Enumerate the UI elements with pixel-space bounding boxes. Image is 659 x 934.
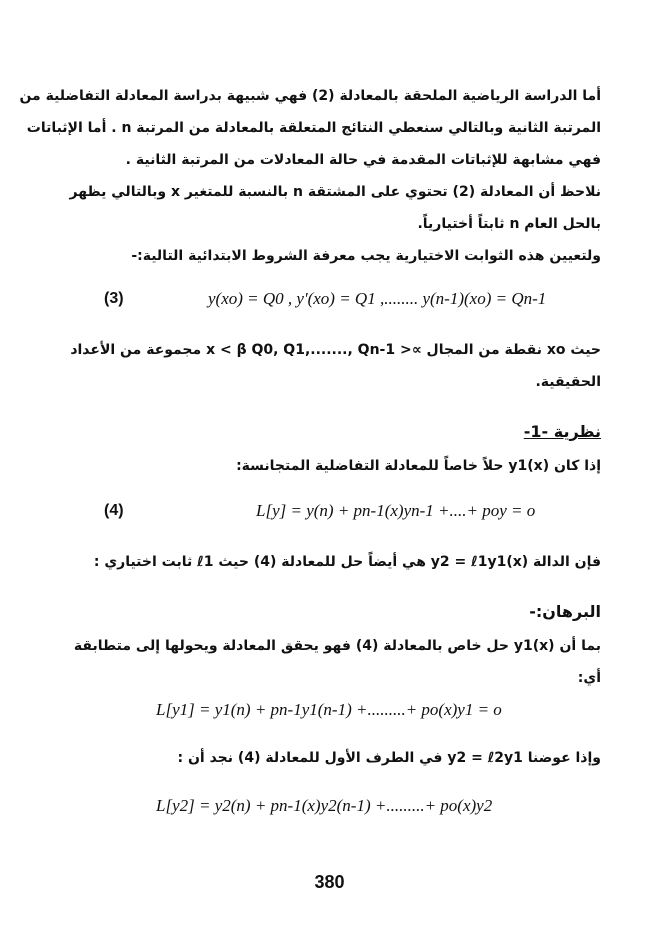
paragraph-2-line-1: نلاحظ أن المعادلة (2) تحتوي على المشتقة n بالنسبة للمتغير x وبالتالي يظهر (69, 184, 601, 200)
proof-line-1: بما أن y1(x) حل خاص بالمعادلة (4) فهو يحقق المعادلة ويحولها إلى متطابقة (73, 638, 601, 654)
proof-line-3: وإذا عوضنا y2 = ℓ2y1 في الطرف الأول للمعادلة (4) نجد أن : (177, 750, 601, 766)
equation-3: y(xo) = Q0 , y'(xo) = Q1 ,........ y(n-1)(xo) = Qn-1 (208, 289, 547, 308)
paragraph-2-line-2: بالحل العام n ثابتاً أختيارياً. (417, 216, 601, 232)
page-number: 380 (314, 872, 345, 892)
theorem-conclusion: فإن الدالة y2 = ℓ1y1(x) هي أيضاً حل للمعادلة (4) حيث ℓ1 ثابت اختياري : (93, 554, 601, 570)
theorem-heading: نظرية -1- (523, 422, 601, 441)
equation-4-number: (4) (104, 502, 124, 519)
paragraph-2-line-3: ولتعيين هذه الثوابت الاختيارية يجب معرفة الشروط الابتدائية التالية:- (131, 248, 601, 264)
proof-equation-a: L[y1] = y1(n) + pn-1y1(n-1) +.........+ po(x)y1 = o (156, 700, 502, 719)
paragraph-3-line-1: حيث xo نقطة من المجال ∝< x < β Q0, Q1,......., Qn-1 مجموعة من الأعداد (70, 342, 601, 358)
proof-equation-b: L[y2] = y2(n) + pn-1(x)y2(n-1) +.........+ po(x)y2 (156, 796, 493, 815)
proof-heading: البرهان:- (529, 602, 601, 621)
paragraph-1-line-2: المرتبة الثانية وبالتالي سنعطي النتائج المتعلقة بالمعادلة من المرتبة n . أما الإثباتات (26, 120, 601, 136)
paragraph-1-line-3: فهي مشابهة للإثباتات المقدمة في حالة المعادلات من المرتبة الثانية . (125, 152, 601, 168)
paragraph-3-line-2: الحقيقية. (535, 374, 601, 390)
equation-4: L[y] = y(n) + pn-1(x)yn-1 +....+ poy = o (256, 501, 536, 520)
paragraph-1-line-1: أما الدراسة الرياضية الملحقة بالمعادلة (2) فهي شبيهة بدراسة المعادلة التفاضلية من (19, 88, 601, 104)
equation-3-number: (3) (104, 290, 124, 307)
proof-line-2: أي: (577, 670, 601, 686)
theorem-line-1: إذا كان y1(x) حلاً خاصاً للمعادلة التفاضلية المتجانسة: (236, 458, 601, 474)
